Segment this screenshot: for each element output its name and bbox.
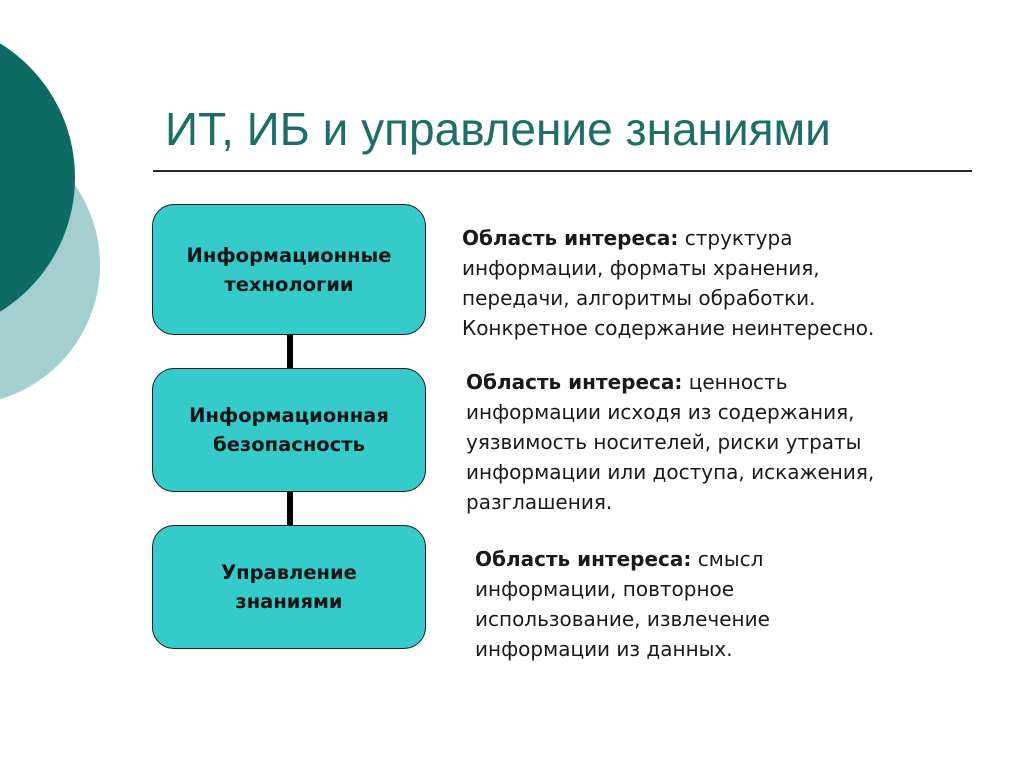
connector-security-knowledge bbox=[287, 491, 293, 527]
slide-title: ИТ, ИБ и управление знаниями bbox=[165, 103, 831, 155]
description-lead: Область интереса: bbox=[466, 370, 683, 394]
connector-it-security bbox=[287, 334, 293, 370]
box-label: Информационная безопасность bbox=[189, 404, 389, 456]
box-knowledge-management bbox=[152, 525, 426, 649]
box-information-technologies bbox=[152, 204, 426, 335]
description-text: ценность информации исходя из содержания, уязвимость носителей, риски утраты информации или доступа, искажения, разглашения. bbox=[466, 370, 875, 514]
description-it bbox=[462, 223, 1002, 343]
title-divider bbox=[153, 170, 972, 172]
box-label: Управление знаниями bbox=[221, 561, 357, 613]
description-lead: Область интереса: bbox=[475, 547, 692, 571]
description-knowledge bbox=[475, 544, 1015, 664]
description-security bbox=[466, 367, 1006, 517]
description-text: структура информации, форматы хранения, передачи, алгоритмы обработки. Конкретное содержание неинтересно. bbox=[462, 226, 875, 340]
description-text: смысл информации, повторное использование, извлечение информации из данных. bbox=[475, 547, 770, 661]
box-label: Информационные технологии bbox=[186, 243, 392, 296]
box-information-security bbox=[152, 368, 426, 492]
description-lead: Область интереса: bbox=[462, 226, 679, 250]
